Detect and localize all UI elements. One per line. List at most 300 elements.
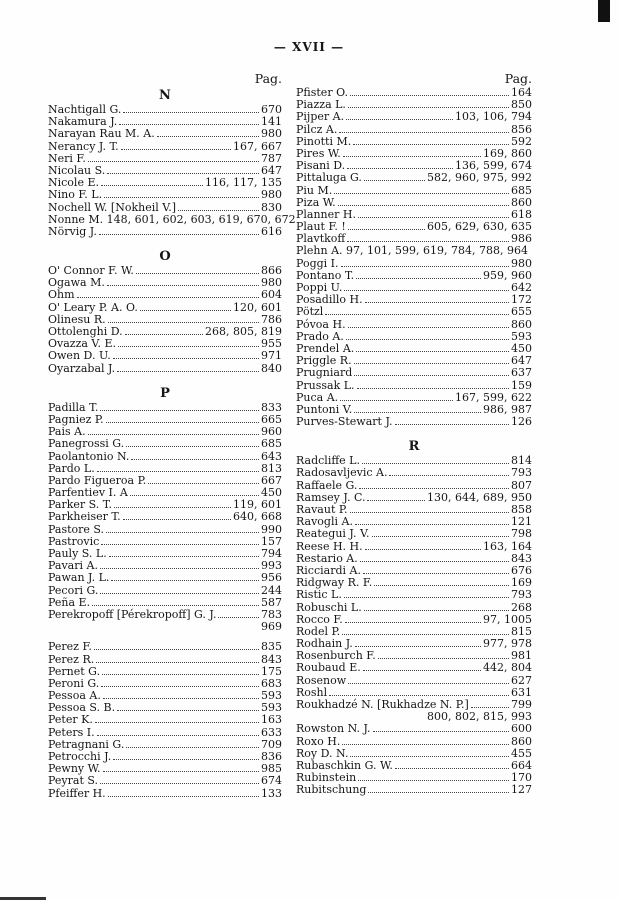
entry-pages: 163: [261, 713, 282, 727]
dot-leader: [395, 768, 509, 769]
entry-pages: 670: [261, 103, 282, 116]
entry-name: Purves-Stewart J.: [296, 415, 393, 429]
dot-leader: [344, 597, 509, 598]
index-entry: [48, 511, 282, 523]
entry-pages: 955: [261, 337, 282, 351]
index-entry: [296, 172, 532, 184]
entry-pages: 120, 601: [233, 300, 282, 314]
entry-name: Ridgway R. F.: [296, 576, 373, 590]
dot-leader: [378, 658, 509, 659]
dot-leader: [360, 561, 509, 562]
entry-pages: 133: [261, 786, 282, 800]
entry-name: Nörvig J.: [48, 224, 97, 238]
index-entry: [296, 306, 532, 318]
dot-leader: [118, 346, 259, 347]
entry-pages: 159: [511, 378, 532, 392]
entry-pages: 605, 629, 630, 635: [427, 220, 532, 234]
entry-pages: 582, 960, 975, 992: [427, 171, 532, 185]
entry-pages: 633: [261, 725, 282, 739]
dot-leader: [356, 278, 481, 279]
entry-pages: 592: [511, 134, 532, 148]
entry-name: Owen D. U.: [48, 349, 111, 363]
dot-leader: [365, 549, 481, 550]
entry-name: Pardo L.: [48, 461, 95, 475]
index-entry: [48, 350, 282, 362]
entry-pages: 103, 106, 794: [455, 110, 532, 124]
entry-pages: 667: [261, 473, 282, 487]
entry-name: Nochell W. [Nokheil V.]: [48, 200, 177, 214]
entry-name: Nicole E.: [48, 176, 99, 190]
dot-leader: [329, 695, 509, 696]
entry-pages: 600: [511, 722, 532, 736]
dot-leader: [101, 185, 203, 186]
entry-name: Rocco F.: [296, 612, 343, 626]
section-letter-o: O: [159, 249, 171, 265]
dot-leader: [364, 180, 425, 181]
dot-leader: [97, 735, 259, 736]
entry-name: Prussak L.: [296, 378, 355, 392]
section-letter-r: R: [408, 439, 420, 455]
dot-leader: [178, 210, 259, 211]
dot-leader: [358, 217, 509, 218]
entry-name: Pernet G.: [48, 664, 101, 678]
entry-name: Puntoni V.: [296, 402, 353, 416]
entry-pages: 815: [511, 624, 532, 638]
index-entry: [48, 451, 282, 463]
entry-pages: 442, 804: [483, 661, 532, 675]
dot-leader: [117, 710, 259, 711]
index-entry: [48, 189, 282, 201]
entry-pages: 665: [261, 412, 282, 426]
entry-pages: 840: [261, 361, 282, 375]
index-entry: [296, 380, 532, 392]
entry-name: Radosavljevic A.: [296, 466, 388, 480]
entry-name: Priggle R.: [296, 354, 352, 368]
entry-name: Perekropoff [Pérekropoff] G. J.: [48, 607, 217, 621]
dot-leader: [125, 334, 203, 335]
entry-name: Pittaluga G.: [296, 171, 362, 185]
entries-p-continued: [296, 87, 532, 428]
pag-label: Pag.: [254, 71, 282, 86]
pag-label: Pag.: [504, 71, 532, 86]
entry-pages: 175: [261, 664, 282, 678]
entry-name: Pijper A.: [296, 110, 345, 124]
entry-pages: 655: [511, 305, 532, 319]
entry-name: Rodel P.: [296, 624, 341, 638]
entry-pages: 450: [511, 341, 532, 355]
entry-pages: 141: [261, 115, 282, 129]
corner-scan-mark: [598, 0, 610, 22]
dot-leader: [95, 722, 259, 723]
entry-pages: 157: [261, 534, 282, 548]
dot-leader: [341, 266, 509, 267]
entry-name: Rodhain J.: [296, 637, 353, 651]
entry-name: Nachtigall G.: [48, 103, 122, 116]
entry-name: Pecori G.: [48, 583, 99, 597]
entry-pages: 980: [261, 127, 282, 141]
entry-pages: 980: [261, 188, 282, 202]
entry-pages: 119, 601: [233, 498, 282, 512]
entry-name: Perez R.: [48, 652, 95, 666]
entry-pages: 631: [511, 685, 532, 699]
entry-pages: 172: [511, 293, 532, 307]
entry-name: Rubaschkin G. W.: [296, 758, 393, 772]
dot-leader: [354, 363, 509, 364]
entry-pages: 833: [261, 400, 282, 414]
index-entry: [296, 723, 532, 735]
entry-pages: 960: [261, 425, 282, 439]
index-entry: [296, 185, 532, 197]
entry-pages: 683: [261, 676, 282, 690]
entry-name: Pontano T.: [296, 268, 355, 282]
index-entry: [48, 585, 282, 597]
entry-name: Rubitschung: [296, 783, 367, 797]
entry-name: Neri F.: [48, 151, 86, 165]
entry-name: Poggi I.: [296, 256, 339, 270]
dot-leader: [113, 759, 259, 760]
entry-name: Peyrat S.: [48, 774, 99, 788]
dot-leader: [104, 197, 259, 198]
entry-name: Prado A.: [296, 329, 344, 343]
dot-leader: [339, 132, 509, 133]
index-entry: [296, 480, 532, 492]
entry-pages: 783: [261, 607, 282, 621]
index-entry: [296, 528, 532, 540]
entry-name: Poppi U.: [296, 281, 343, 294]
index-entry: [48, 302, 282, 314]
dot-leader: [342, 634, 509, 635]
dot-leader: [103, 698, 259, 699]
dot-leader: [148, 483, 259, 484]
index-entry: [48, 363, 282, 375]
dot-leader: [88, 434, 259, 435]
index-entry: [48, 572, 282, 584]
dot-leader: [103, 771, 259, 772]
entry-pages: 164: [511, 86, 532, 99]
dot-leader: [157, 136, 259, 137]
index-entry: [48, 289, 282, 301]
entry-name: Rosenburch F.: [296, 649, 376, 663]
entry-name: Oyarzabal J.: [48, 361, 116, 375]
dot-leader: [100, 783, 259, 784]
index-entry: [296, 675, 532, 687]
index-entry: [296, 589, 532, 601]
entry-pages: 268, 805, 819: [205, 325, 282, 338]
entry-name: O' Connor F. W.: [48, 264, 134, 278]
dot-leader: [368, 792, 509, 793]
entry-name: Nerancy J. T.: [48, 139, 119, 153]
section-letter-n: N: [159, 88, 171, 103]
entry-name: Nicolau S.: [48, 163, 106, 177]
dot-leader: [389, 475, 509, 476]
entry-pages: 169, 860: [483, 146, 532, 160]
dot-leader: [350, 512, 509, 513]
dot-leader: [111, 580, 259, 581]
entry-name: Restario A.: [296, 551, 358, 565]
dot-leader: [136, 273, 259, 274]
entry-pages: 116, 117, 135: [205, 176, 282, 190]
dot-leader: [92, 605, 259, 606]
dot-leader: [107, 285, 259, 286]
entry-pages: 980: [511, 256, 532, 270]
entry-pages: 860: [511, 734, 532, 748]
index-entry: [296, 541, 532, 553]
entry-pages: 685: [261, 437, 282, 451]
entry-pages: 956: [261, 571, 282, 585]
index-entry: [48, 788, 282, 800]
dot-leader: [123, 519, 231, 520]
entry-pages: 244: [261, 583, 282, 597]
entry-name: Pfeiffer H.: [48, 786, 106, 800]
entry-name: Pagniez P.: [48, 412, 104, 426]
entry-pages: 169: [511, 576, 532, 590]
entry-pages: 800, 802, 815, 993: [427, 710, 532, 724]
dot-leader: [99, 234, 259, 235]
entry-name: Petragnani G.: [48, 737, 125, 751]
entry-pages: 593: [511, 329, 532, 343]
entry-name: Piu M.: [296, 183, 333, 197]
dot-leader: [471, 707, 509, 708]
entry-pages: 167, 667: [233, 139, 282, 153]
dot-leader: [348, 683, 509, 684]
entry-name: Raffaele G.: [296, 478, 358, 492]
dot-leader: [343, 156, 481, 157]
entry-name: Puca A.: [296, 390, 339, 404]
dot-leader: [373, 731, 509, 732]
index-entry: [48, 277, 282, 289]
entry-pages: 587: [261, 595, 282, 609]
entry-pages: 856: [511, 122, 532, 136]
entry-pages: 450: [261, 486, 282, 500]
index-entry: [296, 662, 532, 674]
dot-leader: [114, 507, 231, 508]
entry-name: Perez F.: [48, 640, 92, 654]
entry-name: Peña E.: [48, 595, 91, 609]
entry-pages: 618: [511, 207, 532, 221]
entry-pages: 971: [261, 349, 282, 363]
index-entry: [48, 202, 282, 214]
entry-name: Ristic L.: [296, 588, 342, 602]
dot-leader: [353, 144, 509, 145]
index-entry: [296, 124, 532, 136]
dot-leader: [365, 302, 509, 303]
entry-name: Olinesu R.: [48, 312, 106, 326]
entry-pages: 786: [261, 312, 282, 326]
entry-name: Prugniard: [296, 366, 353, 380]
entry-name: Nino F. L.: [48, 188, 103, 202]
dot-leader: [130, 495, 259, 496]
entry-name: Panegrossi G.: [48, 437, 125, 451]
entry-name: Ravaut P.: [296, 503, 348, 516]
entry-pages: 627: [511, 673, 532, 687]
entry-name: Ricciardi A.: [296, 563, 361, 577]
dot-leader: [355, 646, 481, 647]
dot-leader: [77, 297, 259, 298]
dot-leader: [358, 780, 509, 781]
index-entry: [296, 736, 532, 748]
index-entry: [296, 367, 532, 379]
entry-name: Piza W.: [296, 195, 336, 209]
index-entry: [296, 416, 532, 428]
entry-name: Peter K.: [48, 713, 93, 727]
entry-pages: 604: [261, 288, 282, 302]
entry-name: Petrocchi J.: [48, 750, 112, 763]
entry-pages: 814: [511, 454, 532, 468]
index-entry: [48, 524, 282, 536]
entry-pages: 126: [511, 415, 532, 429]
index-entry: [296, 319, 532, 331]
dot-leader: [140, 310, 231, 311]
dot-leader: [100, 593, 259, 594]
index-entry: [48, 654, 282, 666]
dot-leader: [346, 119, 453, 120]
index-entry: [48, 714, 282, 726]
entry-pages: 127: [511, 783, 532, 797]
entry-pages: 858: [511, 503, 532, 516]
entry-name: Roshl: [296, 685, 328, 699]
dot-leader: [362, 463, 509, 464]
dot-leader: [88, 161, 259, 162]
dot-leader: [367, 500, 425, 501]
dot-leader: [340, 400, 453, 401]
entry-pages: 836: [261, 750, 282, 763]
entry-pages: 130, 644, 689, 950: [427, 490, 532, 504]
dot-leader: [344, 290, 509, 291]
dot-leader: [101, 686, 259, 687]
entry-pages: 637: [511, 366, 532, 380]
entry-name: Pisani D.: [296, 159, 346, 173]
index-entry: [48, 775, 282, 787]
entry-pages: 121: [511, 515, 532, 529]
entry-name: Pires W.: [296, 146, 341, 160]
entry-name: Padilla T.: [48, 400, 99, 414]
entry-pages: 843: [511, 551, 532, 565]
entry-pages: 793: [511, 588, 532, 602]
index-entry: [48, 609, 282, 621]
entry-pages: 97, 1005: [483, 612, 532, 626]
entry-pages: 986: [511, 232, 532, 246]
dot-leader: [372, 536, 510, 537]
entry-name: Pessoa A.: [48, 689, 101, 703]
dot-leader: [363, 573, 509, 574]
entry-name: Plavtkoff: [296, 232, 346, 246]
dot-leader: [123, 112, 259, 113]
spacer: [48, 238, 282, 248]
entry-name: Pfister O.: [296, 86, 348, 99]
dot-leader: [346, 339, 509, 340]
entry-name: Parfentiev I. A: [48, 486, 128, 500]
entry-name: Pessoa S. B.: [48, 701, 116, 715]
entry-name: Piazza L.: [296, 98, 346, 112]
entry-pages: 268: [511, 600, 532, 614]
index-entry: [296, 467, 532, 479]
entry-pages: 986, 987: [483, 402, 532, 416]
entry-name: Rosenow: [296, 673, 347, 687]
entry-pages: 866: [261, 264, 282, 278]
entry-name: Peroni G.: [48, 676, 100, 690]
entry-pages: 843: [261, 652, 282, 666]
entry-name: Pais A.: [48, 425, 86, 439]
index-entry: [296, 111, 532, 123]
dot-leader: [355, 524, 509, 525]
entry-pages: 455: [511, 746, 532, 760]
entry-name: Pinotti M.: [296, 134, 352, 148]
entry-pages: 643: [261, 449, 282, 463]
entries-o: [48, 265, 282, 375]
dot-leader: [347, 168, 453, 169]
right-column: [296, 70, 532, 797]
entry-pages: 647: [261, 163, 282, 177]
entry-pages: 616: [261, 224, 282, 238]
index-entry: [296, 294, 532, 306]
page-number: — XVII —: [273, 40, 345, 54]
entry-name: Rowston N. J.: [296, 722, 371, 736]
entry-name: Planner H.: [296, 207, 357, 221]
entry-name: Nakamura J.: [48, 115, 118, 129]
spacer: [296, 428, 532, 438]
entry-pages: 830: [261, 200, 282, 214]
entry-name: Roukhadzé N. [Rukhadze N. P.]: [296, 698, 469, 711]
entry-name: Ohm: [48, 288, 75, 302]
dot-leader: [374, 585, 509, 586]
dot-leader: [364, 610, 509, 611]
dot-leader: [354, 412, 481, 413]
entry-pages: 799: [511, 698, 532, 711]
entry-pages: 980: [261, 276, 282, 290]
index-entry: [48, 621, 282, 633]
entry-pages: 794: [261, 547, 282, 560]
entry-name: Pastore S.: [48, 522, 105, 536]
entry-pages: 787: [261, 151, 282, 165]
index-entry: [48, 226, 282, 238]
dot-leader: [131, 459, 259, 460]
dot-leader: [334, 193, 509, 194]
entry-pages: 170: [511, 771, 532, 785]
entry-name: Parker S. T.: [48, 498, 113, 512]
dot-leader: [345, 622, 481, 623]
dot-leader: [121, 149, 231, 150]
dot-leader: [102, 674, 259, 675]
dot-leader: [354, 375, 509, 376]
dot-leader: [218, 617, 259, 618]
spacer: [48, 375, 282, 385]
entry-name: Posadillo H.: [296, 293, 363, 307]
entry-name: Peters I.: [48, 725, 95, 739]
entry-name: Pardo Figueroa P.: [48, 473, 147, 487]
entry-pages: 985: [261, 762, 282, 776]
entry-name: Roubaud E.: [296, 661, 361, 675]
entry-name: Ogawa M.: [48, 276, 105, 290]
entry-name: O' Leary P. A. O.: [48, 300, 138, 314]
entry-name: Plaut F. !: [296, 220, 346, 234]
entry-name: Ovazza V. E.: [48, 337, 116, 351]
entry-name: Pastrovic: [48, 534, 100, 548]
entry-pages: 860: [511, 317, 532, 331]
index-entry: [48, 141, 282, 153]
entry-name: Póvoa H.: [296, 317, 346, 331]
dot-leader: [108, 322, 259, 323]
dot-leader: [395, 424, 510, 425]
entry-pages: 977, 978: [483, 637, 532, 651]
dot-leader: [97, 471, 259, 472]
entry-pages: 798: [511, 527, 532, 541]
dot-leader: [347, 241, 509, 242]
dot-leader: [108, 796, 259, 797]
dot-leader: [357, 388, 509, 389]
dot-leader: [107, 173, 259, 174]
entries-r: [296, 455, 532, 796]
entry-name: Parkheiser T.: [48, 510, 121, 524]
